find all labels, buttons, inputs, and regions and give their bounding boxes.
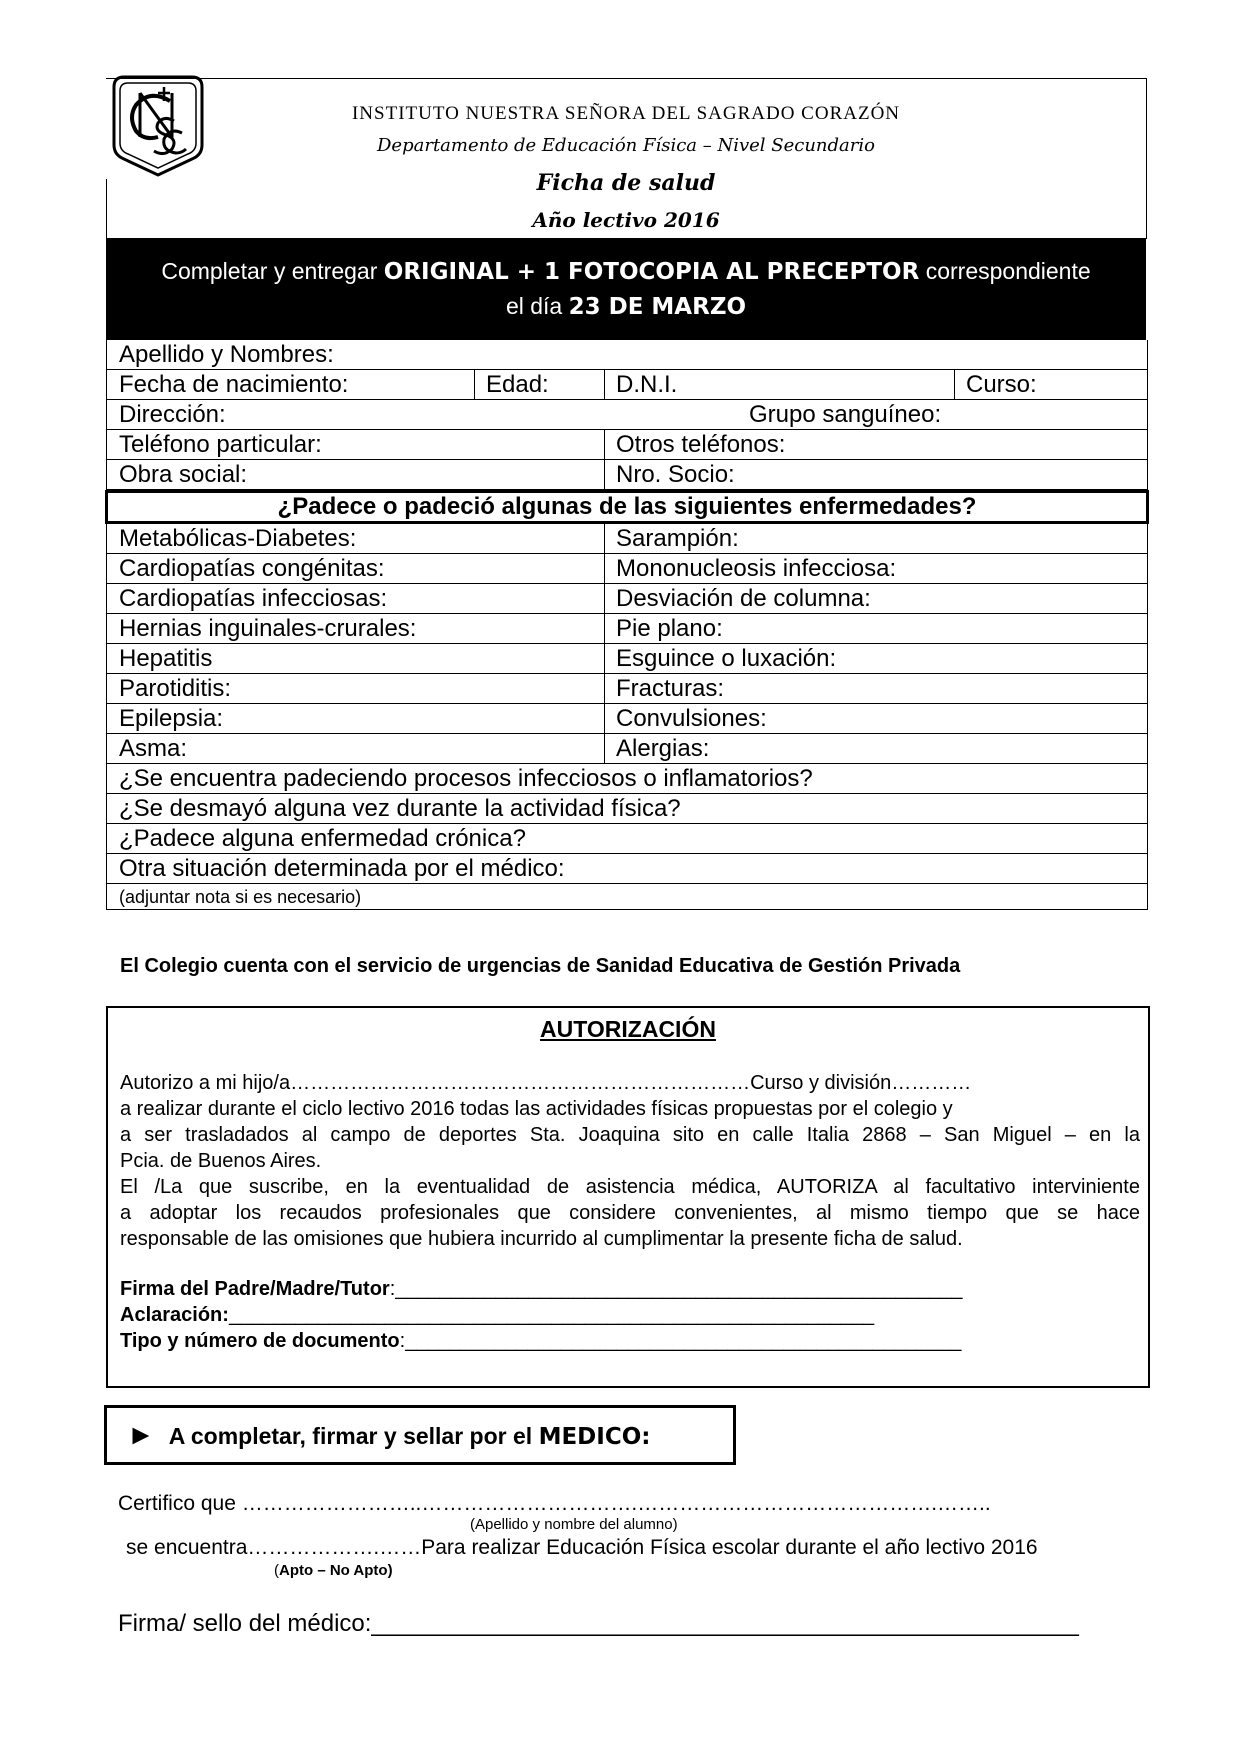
disease-right[interactable]: Mononucleosis infecciosa: <box>616 555 897 582</box>
insurance-row <box>107 460 1147 490</box>
auth-line: a realizar durante el ciclo lectivo 2016 todas las actividades físicas propuestas por el colegio y <box>120 1098 953 1120</box>
disease-left[interactable]: Hepatitis <box>119 645 213 672</box>
attach-note: (adjuntar nota si es necesario) <box>119 887 362 907</box>
disease-right[interactable]: Fracturas: <box>616 675 725 702</box>
address-field[interactable]: Dirección: <box>119 401 226 428</box>
disease-left[interactable]: Parotiditis: <box>119 675 232 702</box>
auth-line: responsable de las omisiones que hubiera incurrido al cumplimentar la presente ficha de salud. <box>120 1228 963 1250</box>
course-field[interactable]: Curso: <box>966 371 1037 398</box>
disease-right[interactable]: Alergias: <box>616 735 710 762</box>
fitness-hint: (Apto – No Apto) <box>274 1562 393 1579</box>
diseases-question: ¿Padece o padeció algunas de las siguientes enfermedades? <box>105 490 1149 524</box>
instructions-banner: Completar y entregar ORIGINAL + 1 FOTOCOPIA AL PRECEPTOR correspondiente el día 23 DE MARZO <box>106 238 1146 340</box>
clarification-field[interactable]: Aclaración:__________________________________________________________ <box>120 1304 875 1326</box>
institute-name: INSTITUTO NUESTRA SEÑORA DEL SAGRADO CORAZÓN <box>351 103 901 124</box>
disease-left[interactable]: Hernias inguinales-crurales: <box>119 615 417 642</box>
phone-row <box>107 430 1147 460</box>
document-field[interactable]: Tipo y número de documento:__________________________________________________ <box>120 1330 962 1352</box>
doctor-signature-field[interactable]: Firma/ sello del médico:_____________________________________________________ <box>118 1610 1079 1637</box>
dni-field[interactable]: D.N.I. <box>616 371 678 398</box>
auth-line: El /La que suscribe, en la eventualidad de asistencia médica, AUTORIZA al facultativo interviniente <box>120 1176 1140 1198</box>
form-title: Ficha de salud <box>536 170 716 196</box>
health-form-table <box>106 340 1148 910</box>
authorization-box <box>106 1006 1150 1388</box>
disease-right[interactable]: Pie plano: <box>616 615 723 642</box>
certify-line[interactable]: Certifico que ……………………..………………………….…………………………………….…….. <box>118 1492 991 1515</box>
disease-left[interactable]: Cardiopatías infecciosas: <box>119 585 388 612</box>
question-row[interactable]: ¿Se encuentra padeciendo procesos infecciosos o inflamatorios? <box>119 765 813 792</box>
question-row[interactable]: Otra situación determinada por el médico: <box>119 855 565 882</box>
doctor-section-header: ► A completar, firmar y sellar por el MEDICO: <box>104 1405 736 1465</box>
disease-right[interactable]: Sarampión: <box>616 525 739 552</box>
birth-row <box>107 370 1147 400</box>
insurance-field[interactable]: Obra social: <box>119 461 248 488</box>
auth-line: Pcia. de Buenos Aires. <box>120 1150 322 1172</box>
blood-type-field[interactable]: Grupo sanguíneo: <box>749 401 942 428</box>
disease-left[interactable]: Asma: <box>119 735 188 762</box>
parent-signature-field[interactable]: Firma del Padre/Madre/Tutor:___________________________________________________ <box>120 1278 963 1300</box>
member-number-field[interactable]: Nro. Socio: <box>616 461 735 488</box>
authorization-text <box>120 1070 1140 1252</box>
school-year: Año lectivo 2016 <box>532 208 720 232</box>
name-field[interactable]: Apellido y Nombres: <box>119 341 334 368</box>
address-row <box>107 400 1147 430</box>
department-name: Departamento de Educación Física – Nivel Secundario <box>377 135 875 156</box>
authorization-title: AUTORIZACIÓN <box>540 1016 716 1042</box>
question-row[interactable]: ¿Se desmayó alguna vez durante la actividad física? <box>119 795 681 822</box>
student-name-hint: (Apellido y nombre del alumno) <box>470 1516 678 1533</box>
disease-right[interactable]: Esguince o luxación: <box>616 645 837 672</box>
auth-line[interactable]: Autorizo a mi hijo/a……………………………………………………………Curso y división………… <box>120 1072 972 1094</box>
age-field[interactable]: Edad: <box>486 371 549 398</box>
fitness-status-line[interactable]: se encuentra……………….……Para realizar Educación Física escolar durante el año lectivo 2016 <box>126 1536 1038 1559</box>
disease-left[interactable]: Cardiopatías congénitas: <box>119 555 385 582</box>
name-row <box>107 340 1147 370</box>
birthdate-field[interactable]: Fecha de nacimiento: <box>119 371 349 398</box>
disease-right[interactable]: Desviación de columna: <box>616 585 871 612</box>
auth-line: a ser trasladados al campo de deportes Sta. Joaquina sito en calle Italia 2868 – San Miguel – en la <box>120 1124 1140 1146</box>
disease-right[interactable]: Convulsiones: <box>616 705 767 732</box>
other-phones-field[interactable]: Otros teléfonos: <box>616 431 786 458</box>
phone-field[interactable]: Teléfono particular: <box>119 431 322 458</box>
auth-line: a adoptar los recaudos profesionales que considere convenientes, al mismo tiempo que se hace <box>120 1202 1140 1224</box>
question-row[interactable]: ¿Padece alguna enfermedad crónica? <box>119 825 526 852</box>
disease-left[interactable]: Epilepsia: <box>119 705 224 732</box>
emergency-service-note: El Colegio cuenta con el servicio de urgencias de Sanidad Educativa de Gestión Privada <box>120 955 961 977</box>
arrow-right-icon: ► <box>127 1419 155 1450</box>
disease-left[interactable]: Metabólicas-Diabetes: <box>119 525 357 552</box>
